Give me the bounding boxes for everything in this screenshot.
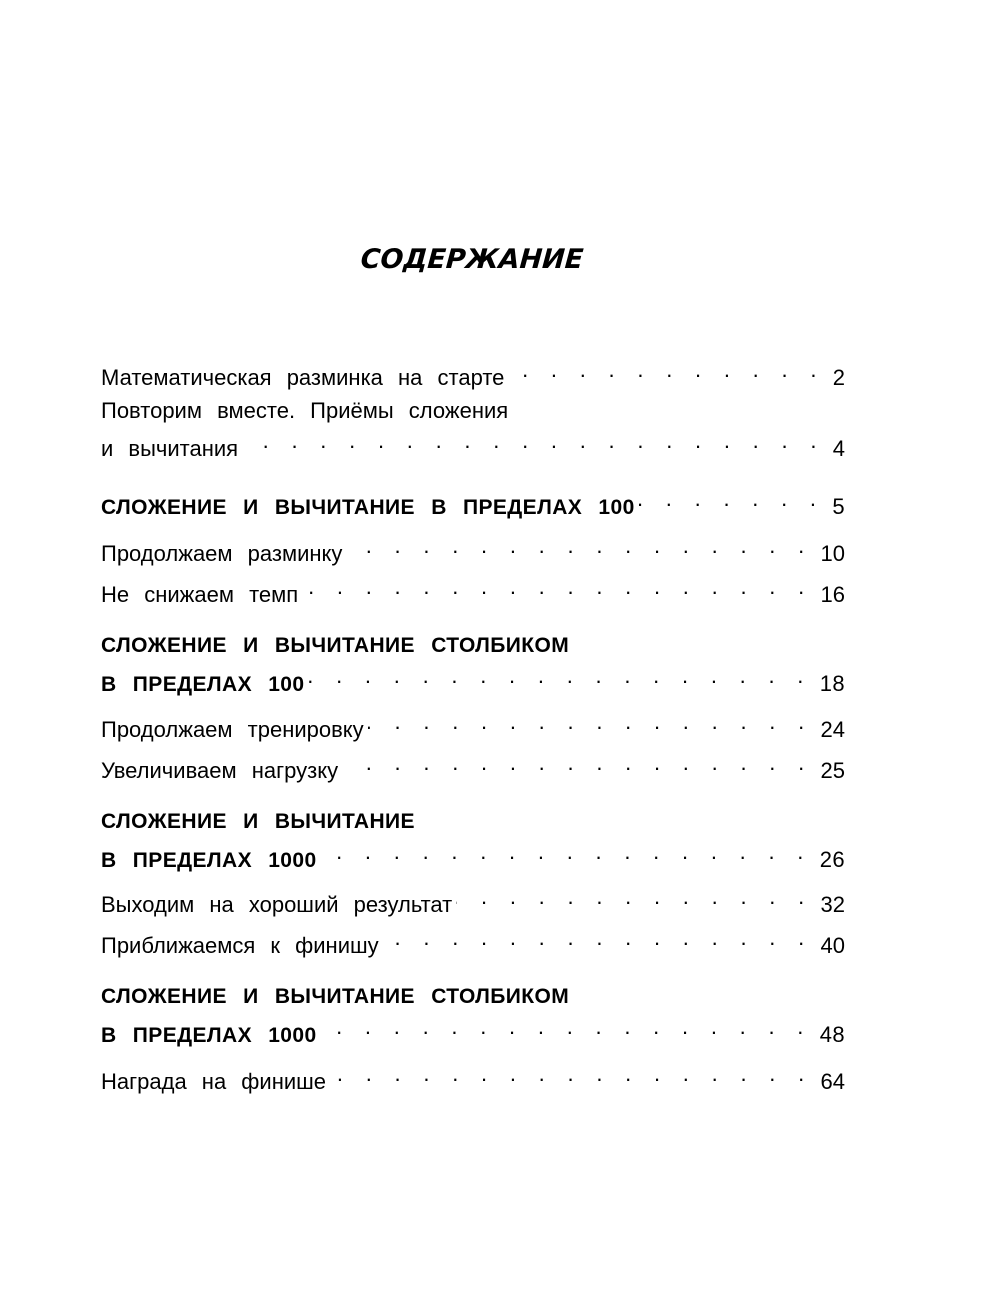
dot-leader — [383, 923, 813, 953]
page-title: СОДЕРЖАНИЕ — [359, 244, 585, 275]
toc-entry-page: 5 — [832, 494, 845, 519]
dot-leader — [346, 531, 812, 561]
toc-entry-page: 4 — [832, 436, 845, 461]
toc-entry-title: Приближаемся к финишу — [101, 933, 379, 958]
toc-entry-page: 64 — [820, 1069, 845, 1094]
dot-leader — [321, 1012, 812, 1042]
toc-section[interactable] — [101, 484, 845, 519]
toc-entry-page: 16 — [820, 582, 845, 607]
toc-entry-page: 26 — [819, 847, 845, 872]
toc-entry[interactable] — [101, 707, 845, 742]
toc-entry-title: Математическая разминка на старте — [101, 365, 505, 390]
toc-section[interactable] — [101, 807, 845, 872]
toc-entry[interactable] — [101, 531, 845, 566]
toc-entry-title: Повторим вместе. Приёмы сложения — [101, 398, 509, 423]
toc-entry[interactable] — [101, 748, 845, 783]
toc-section-title: В ПРЕДЕЛАХ 1000 — [101, 849, 317, 872]
toc-entry-page: 32 — [820, 892, 845, 917]
dot-leader — [342, 748, 812, 778]
dot-leader — [639, 484, 825, 514]
dot-leader — [308, 661, 811, 691]
toc-entry[interactable] — [101, 572, 845, 607]
dot-leader — [321, 837, 812, 867]
toc-entry-title: и вычитания — [101, 436, 239, 461]
dot-leader — [302, 572, 812, 602]
dot-leader — [456, 882, 812, 912]
toc-entry-title: Продолжаем тренировку — [101, 717, 364, 742]
toc-entry-title: Увеличиваем нагрузку — [101, 758, 339, 783]
toc-entry[interactable] — [101, 882, 845, 917]
toc-entry-page: 40 — [820, 933, 845, 958]
dot-leader — [242, 426, 825, 456]
toc-entry-page: 18 — [819, 671, 845, 696]
toc-entry-page: 48 — [819, 1022, 845, 1047]
toc-section-title: СЛОЖЕНИЕ И ВЫЧИТАНИЕ — [101, 810, 415, 833]
toc-entry-page: 25 — [820, 758, 845, 783]
toc-entry[interactable] — [101, 1059, 845, 1094]
toc-entry[interactable] — [101, 923, 845, 958]
toc-entry[interactable] — [101, 396, 845, 461]
toc-section-title: В ПРЕДЕЛАХ 1000 — [101, 1024, 317, 1047]
toc-section-title: СЛОЖЕНИЕ И ВЫЧИТАНИЕ СТОЛБИКОМ — [101, 985, 570, 1008]
toc-entry-title: Не снижаем темп — [101, 582, 299, 607]
toc-section[interactable] — [101, 982, 845, 1047]
toc-entry[interactable] — [101, 355, 845, 390]
toc-section-title: СЛОЖЕНИЕ И ВЫЧИТАНИЕ В ПРЕДЕЛАХ 100 — [101, 496, 635, 519]
toc-entry-page: 10 — [820, 541, 845, 566]
dot-leader — [330, 1059, 813, 1089]
toc-entry-title: Награда на финише — [101, 1069, 327, 1094]
toc-entry-page: 24 — [820, 717, 845, 742]
toc-section-title: СЛОЖЕНИЕ И ВЫЧИТАНИЕ СТОЛБИКОМ — [101, 634, 570, 657]
toc-section-title: В ПРЕДЕЛАХ 100 — [101, 673, 305, 696]
toc-section[interactable] — [101, 631, 845, 696]
dot-leader — [368, 707, 813, 737]
toc-entry-page: 2 — [832, 365, 845, 390]
toc-entry-title: Выходим на хороший результат — [101, 892, 453, 917]
dot-leader — [508, 355, 824, 385]
toc-entry-title: Продолжаем разминку — [101, 541, 343, 566]
